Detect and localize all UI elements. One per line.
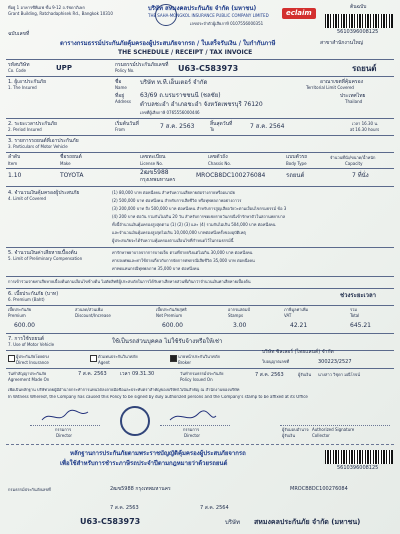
stamp-value: 3.00 — [233, 322, 247, 329]
barcode-bottom — [325, 450, 393, 464]
broker-name: บริษัท ซิลเลอร์ (ไทยแลนด์) จำกัด — [262, 349, 334, 355]
director-mid-en: Director — [184, 433, 201, 438]
preliminary-label-en: 5. Limit of Preliminary Compensation — [8, 256, 83, 261]
country-label: ประเทศไทย — [340, 93, 366, 99]
territory-label-en: Territorial Limit Covered — [306, 85, 354, 90]
col-item: ลำดับ — [8, 154, 21, 160]
limit-line: ทั้งนี้จำนวนเงินคุ้มครองสูงสุดตาม (1) (2) (3) และ (4) รวมกันไม่เกิน 504,000 บาท ต่อหนึ่งคน — [112, 222, 276, 227]
preliminary-line: ค่าทดแทนกรณีทุพพลภาพ 35,000 บาท ต่อหนึ่งคน — [112, 266, 200, 271]
country-label-en: Thailand — [345, 99, 363, 104]
time-label-en: at 16.30 hours — [350, 127, 380, 132]
note-text: การเข้าร่วมจ่ายค่าเสียหายเบื้องต้นตามเงื่อนไขข้างต้น ไม่ตัดสิทธิผู้ประสบภัยในการได้รับค่าเสียหายส่วนที่เกินกว่าจำนวนเงินค่าเสียหายเบื้องต้น — [8, 279, 251, 284]
authorized-label-en: Authorized Signature — [312, 427, 355, 432]
col-license-en: License No. — [140, 161, 163, 166]
footer-from: 7 ส.ค. 2563 — [110, 505, 139, 511]
limit-line: (1) 80,000 บาท ต่อหนึ่งคน สำหรับความเสียหายต่อร่างกายหรืออนามัย — [112, 190, 236, 195]
insured-label: 1. ผู้เอาประกันภัย — [8, 79, 47, 85]
license-value: 300223/2527 — [318, 359, 352, 365]
collector-label: ผู้รับเงิน — [282, 433, 296, 438]
divider — [6, 333, 394, 334]
footer-license: 2ฒข5988 กรุงเทพมหานคร — [110, 486, 171, 492]
period-label-en: 2. Period Insured — [8, 127, 42, 132]
footer-company: สหมงคลประกันภัย จำกัด (มหาชน) — [254, 518, 361, 526]
issued-date: 7 ส.ค. 2563 — [78, 371, 107, 377]
company-code: UPP — [56, 64, 72, 72]
territory-label: อาณาเขตที่คุ้มครอง — [320, 79, 364, 85]
direct-checkbox[interactable] — [8, 355, 15, 362]
total-value: 645.21 — [350, 322, 371, 329]
agent-label: ตัวแทนประกันวินาศภัย — [98, 354, 138, 359]
receiver-name: นางสาว วิชุดา มณีโรจน์ — [318, 372, 360, 377]
divider — [6, 76, 394, 77]
broker-label: นายหน้าประกันวินาศภัย — [178, 354, 220, 359]
premium-col-en: Net Premium — [156, 313, 183, 318]
signature-line — [280, 425, 390, 426]
vehicle-label: 3. รายการรถยนต์ที่เอาประกันภัย — [8, 138, 79, 144]
premium-col: เบี้ยประกันภัย — [8, 307, 32, 312]
broker-label-en: Broker — [178, 360, 192, 365]
premium-col: อากรแสตมป์ — [228, 307, 251, 312]
footer-warning-1: หลักฐานการประกันภัยตามพระราชบัญญัติคุ้มครองผู้ประสบภัยจากรถ — [70, 450, 246, 457]
witness-th: เพื่อเป็นหลักฐาน บริษัทโดยผู้มีอำนาจกระทำการแทนได้ลงลายมือชื่อและประทับตราสำคัญของบริษัทไว้เป็นสำคัญ ณ สำนักงานของบริษัท — [8, 388, 240, 392]
direct-label: ผู้ประกันภัยโดยตรง — [16, 354, 50, 359]
vehicle-make: TOYOTA — [60, 172, 84, 179]
time-label: เวลา 16.30 น. — [352, 121, 379, 126]
divider — [6, 350, 394, 351]
divider — [6, 276, 394, 277]
address-label-en: Address — [115, 99, 131, 104]
authorized-label: ผู้รับมอบอำนาจ — [282, 427, 309, 432]
original-label: ต้นฉบับ — [350, 4, 367, 10]
vehicle-chassis: MROCB8DC100276084 — [196, 172, 266, 179]
col-make-en: Make — [60, 161, 71, 166]
collector-label-en: Collector — [312, 433, 330, 438]
policy-label: กรมธรรม์ประกันภัยเลขที่ — [115, 62, 169, 68]
divider — [6, 152, 394, 153]
company-name-th: บริษัท สหมงคลประกันภัย จำกัด (มหาชน) — [148, 5, 257, 12]
divider — [6, 168, 394, 169]
divider — [6, 135, 394, 136]
divider — [6, 288, 394, 289]
vehicle-label-en: 3. Particulars of Motor Vehicle — [8, 144, 68, 149]
divider — [6, 59, 394, 60]
from-label: เริ่มต้นวันที่ — [115, 121, 139, 127]
broker-checkbox[interactable] — [170, 355, 177, 362]
limit-label-en: 4. Limit of Covered — [8, 196, 47, 201]
preliminary-line: ค่าปลงศพและค่าใช้จ่ายเกี่ยวกับการจัดการศพกรณีเสียชีวิต 35,000 บาท ต่อหนึ่งคน — [112, 258, 255, 263]
divider — [6, 368, 394, 369]
premium-col: ภาษีมูลค่าเพิ่ม — [284, 307, 309, 312]
col-body: แบบตัวรถ — [286, 154, 308, 160]
issued-label: วันทำสัญญาประกันภัย — [8, 371, 47, 376]
name-label-en: Name — [115, 85, 127, 90]
signature-left-icon — [40, 408, 90, 424]
to-date: 7 ส.ค. 2564 — [250, 123, 285, 130]
vehicle-license-2: กรุงเทพมหานคร — [140, 177, 176, 183]
premium-value: 600.00 — [14, 322, 35, 329]
premium-col-en: Stamps — [228, 313, 244, 318]
footer-company-prefix: บริษัท — [225, 519, 240, 526]
premium-period-label: ช่วงระยะเวลา — [340, 292, 377, 299]
barcode-number-bottom: 5610396008125 — [337, 465, 379, 471]
premium-label-en: 6. Premium (Baht) — [8, 297, 45, 302]
insured-name: บริษัท ท.ที.เอ็นเตอร์ จำกัด — [140, 79, 208, 86]
use-label-en: 7. Use of Motor Vehicle — [8, 342, 55, 347]
col-license: เลขทะเบียน — [140, 154, 166, 160]
title-en: THE SCHEDULE / RECEIPT / TAX INVOICE — [118, 49, 253, 56]
company-seal-icon — [120, 406, 150, 436]
signature-line — [30, 425, 100, 426]
tax-id: เลขประจำตัวผู้เสียภาษี 0107556000351 — [190, 21, 264, 26]
director-left-label: กรรมการ — [55, 427, 72, 432]
limit-line: (4) 200 บาท ต่อวัน รวมกันไม่เกิน 20 วัน สำหรับการชดเชยรายวันกรณีเข้ารักษาตัวในสถานพยาบาล — [112, 214, 286, 219]
limit-label: 4. จำนวนเงินคุ้มครองผู้ประสบภัย — [8, 190, 80, 196]
footer-policy-number: U63-C583973 — [80, 517, 141, 526]
agent-label-en: Agent — [98, 360, 110, 365]
preliminary-line: ค่ารักษาพยาบาลจากการบาดเจ็บ ตามที่จ่ายจริงแต่ไม่เกิน 30,000 บาท ต่อหนึ่งคน — [112, 250, 253, 255]
footer-chassis: MROCB8DC100276084 — [290, 486, 348, 492]
period-label: 2. ระยะเวลาประกันภัย — [8, 121, 57, 127]
divider — [6, 118, 394, 119]
branch-label: สาขาสำนักงานใหญ่ — [320, 40, 364, 46]
policy-number: U63-C583973 — [178, 64, 239, 73]
limit-line: (3) 200,000 บาท ถึง 500,000 บาท ต่อหนึ่งคน สำหรับการสูญเสียอวัยวะตามเงื่อนไขกรมธรรม์ ข้อ 3 — [112, 206, 287, 211]
company-address-th: ที่อยู่ 1 อาคารซีพีเอฟ ชั้น 9-12 ถ.รัชดาภิเษก — [8, 5, 85, 10]
premium-col-en: Total — [350, 313, 360, 318]
witness-en: In Witness Whereof, the Company has caused this Policy to be signed by duly authorized persons and the Company's stamp to be affixed at its Office — [8, 395, 308, 399]
premium-col-en: Premium — [8, 313, 26, 318]
barcode-top — [325, 14, 393, 28]
premium-col: รวม — [350, 307, 358, 312]
eclaim-logo: eclaim — [282, 8, 316, 19]
footer-to: 7 ส.ค. 2564 — [200, 505, 229, 511]
insured-address-1: 63/69 ถ.บรมราชชนนี (ชลชัย) — [140, 92, 221, 99]
policy-date-label: วันทำกรมธรรม์ประกันภัย — [180, 371, 224, 376]
to-label-en: To — [210, 127, 215, 132]
limit-line: ผู้ประสบภัยจะได้รับความคุ้มครองตามเงื่อนไขที่กำหนดไว้ในกรมธรรม์นี้ — [112, 238, 234, 243]
preliminary-label: 5. จำนวนเงินค่าเสียหายเบื้องต้น — [8, 250, 78, 256]
to-label: สิ้นสุดวันที่ — [210, 121, 233, 127]
col-chassis-en: Chassis No. — [208, 161, 232, 166]
col-item-en: Item — [8, 161, 18, 166]
col-chassis: เลขตัวถัง — [208, 154, 228, 160]
vehicle-capacity: 7 ที่นั่ง — [352, 172, 369, 179]
use-value: ใช้เป็นรถส่วนบุคคล ไม่ใช้รับจ้างหรือให้เช่า — [112, 338, 223, 345]
col-capacity-en: Capacity — [345, 161, 363, 166]
policy-date-label-en: Policy Issued On — [180, 377, 213, 382]
issued-time: เวลา 09.31.30 — [120, 371, 155, 377]
director-mid-label: กรรมการ — [183, 427, 200, 432]
barcode-number-top: 5610396008125 — [337, 29, 379, 35]
net-premium-value: 600.00 — [162, 322, 183, 329]
insured-tax-id: เลขที่ผู้เสียภาษี 0765556000446 — [140, 110, 200, 115]
code-label: รหัสบริษัท — [8, 62, 30, 68]
signature-mid-icon — [168, 410, 218, 424]
col-make: ชื่อรถยนต์ — [60, 154, 82, 160]
vehicle-item: 1.10 — [8, 172, 22, 179]
divider — [6, 305, 394, 306]
form-code-label: ฉบับเลขที่ — [8, 31, 30, 37]
title-th: ตารางกรมธรรม์ประกันภัยคุ้มครองผู้ประสบภัยจากรถ / ใบเสร็จรับเงิน / ใบกำกับภาษี — [60, 40, 276, 47]
footer-warning-2: เพื่อใช้สำหรับการชำระภาษีรถประจำปีตามกฎหมายว่าด้วยรถยนต์ — [60, 460, 228, 467]
receiver-label: ผู้รับเงิน — [298, 372, 312, 377]
vehicle-body: รถยนต์ — [286, 172, 305, 179]
signature-line — [160, 425, 230, 426]
footer-policy-label: กรมธรรม์ประกันภัยเลขที่ — [8, 487, 51, 492]
limit-line: และจำนวนเงินคุ้มครองสูงสุดไม่เกิน 10,000,000 บาทต่อหนึ่งครั้งของอุบัติเหตุ — [112, 230, 246, 235]
name-label: ชื่อ — [115, 79, 122, 85]
limit-line: (2) 500,000 บาท ต่อหนึ่งคน สำหรับการเสียชีวิต หรือทุพพลภาพอย่างถาวร — [112, 198, 242, 203]
code-label-en: Co. Code — [8, 68, 26, 73]
vehicle-category: รถยนต์ — [352, 64, 377, 73]
col-capacity: จำนวนที่นั่ง/ขนาด/น้ำหนัก — [330, 155, 376, 160]
license-label: ใบอนุญาตเลขที่ — [262, 359, 290, 364]
address-label: ที่อยู่ — [115, 93, 125, 99]
policy-date: 7 ส.ค. 2563 — [255, 372, 284, 378]
direct-label-en: Direct Insurance — [16, 360, 49, 365]
vat-value: 42.21 — [290, 322, 308, 329]
insured-address-2: ตำบลชะอำ อำเภอชะอำ จังหวัดเพชรบุรี 76120 — [140, 101, 263, 108]
vehicle-license-1: 2ฒข5988 — [140, 169, 169, 176]
premium-label: 6. เบี้ยประกันภัย (บาท) — [8, 291, 59, 297]
insured-label-en: 1. The Insured — [8, 85, 37, 90]
issued-label-en: Agreement Made On — [8, 377, 50, 382]
director-left-en: Director — [56, 433, 73, 438]
premium-col-en: VAT — [284, 313, 292, 318]
use-label: 7. การใช้รถยนต์ — [8, 336, 45, 342]
company-name-en: THE SAHA-MONGKOL INSURANCE PUBLIC COMPANY LIMITED — [148, 13, 269, 18]
policy-label-en: Policy No. — [115, 68, 135, 73]
agent-checkbox[interactable] — [90, 355, 97, 362]
col-body-en: Body Type — [286, 161, 307, 166]
tear-line — [6, 444, 394, 445]
premium-col: เบี้ยประกันภัยสุทธิ — [156, 307, 187, 312]
divider — [6, 247, 394, 248]
from-date: 7 ส.ค. 2563 — [160, 123, 195, 130]
premium-col: ส่วนลด/ส่วนเพิ่ม — [75, 307, 103, 312]
premium-col-en: Discount/Increase — [75, 313, 111, 318]
company-address-en: Grant Building, Ratchadaphisek Rd., Bangkok 10310 — [8, 11, 113, 16]
divider — [6, 186, 394, 187]
from-label-en: From — [115, 127, 125, 132]
